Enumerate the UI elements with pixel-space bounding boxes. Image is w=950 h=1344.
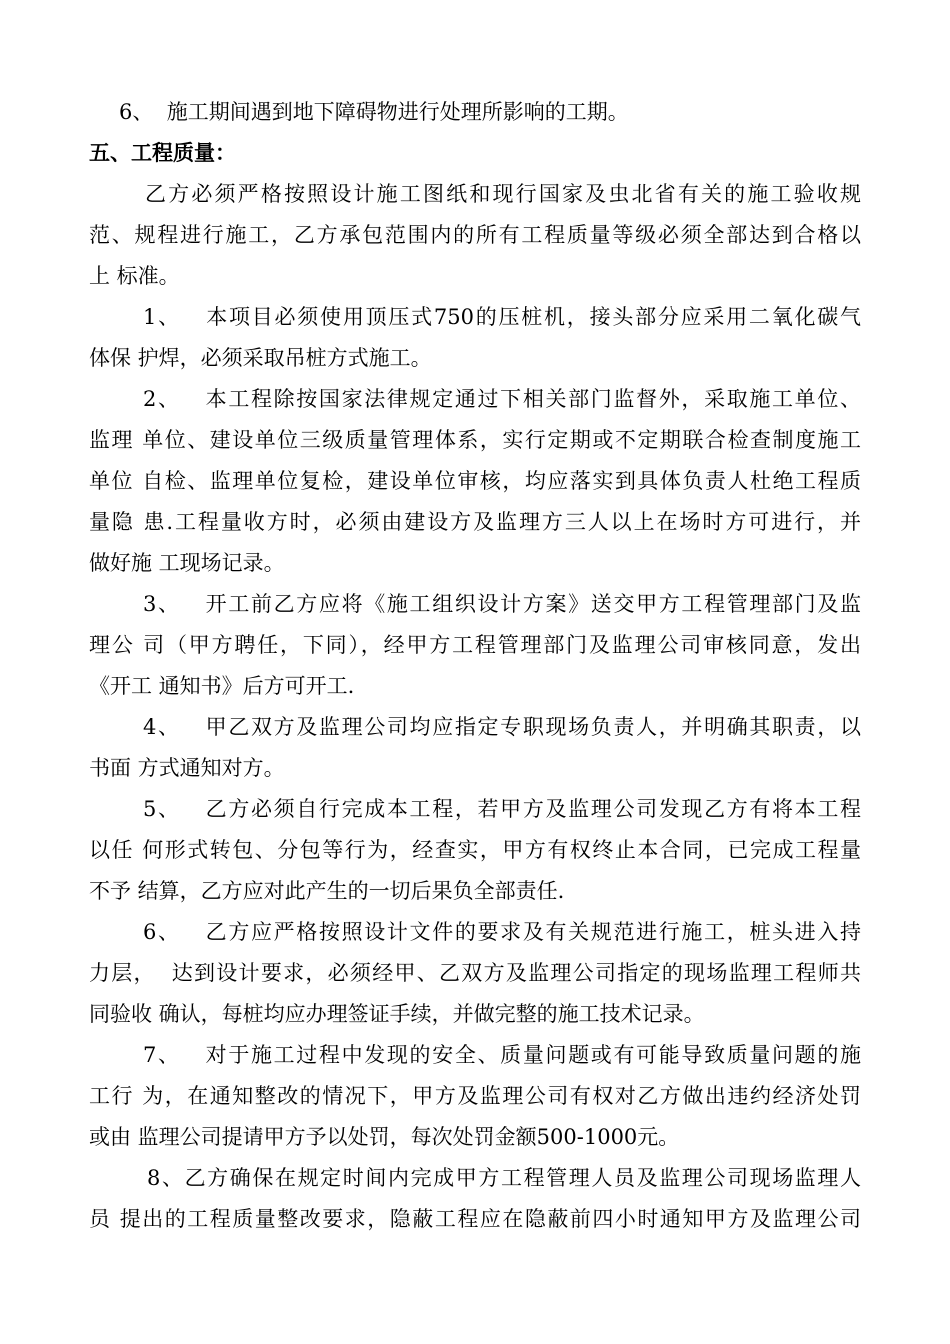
text-line: 范、规程进行施工，乙方承包范围内的所有工程质量等级必须全部达到合格以 xyxy=(89,223,861,247)
text-line: 以任 何形式转包、分包等行为，经查实，甲方有权终止本合同，已完成工程量 xyxy=(89,838,861,862)
text-line: 上 标准。 xyxy=(89,264,180,288)
text-line: 书面 方式通知对方。 xyxy=(89,756,285,780)
text-line: 不予 结算，乙方应对此产生的一切后果负全部责任. xyxy=(89,879,565,903)
section-heading: 五、工程质量： xyxy=(89,141,236,165)
text-line: 员 提出的工程质量整改要求，隐蔽工程应在隐蔽前四小时通知甲方及监理公司 xyxy=(89,1207,861,1231)
text-line: 乙方必须严格按照设计施工图纸和现行国家及虫北省有关的施工验收规 xyxy=(145,182,861,206)
text-line: 单位 自检、监理单位复检，建设单位审核，均应落实到具体负责人杜绝工程质 xyxy=(89,469,861,493)
text-line: 同验收 确认，每桩均应办理签证手续，并做完整的施工技术记录。 xyxy=(89,1002,705,1026)
text-line: 4、 甲乙双方及监理公司均应指定专职现场负责人，并明确其职责，以 xyxy=(143,715,861,739)
text-line: 7、 对于施工过程中发现的安全、质量问题或有可能导致质量问题的施 xyxy=(143,1043,861,1067)
text-line: 做好施 工现场记录。 xyxy=(89,551,285,575)
text-line: 8、乙方确保在规定时间内完成甲方工程管理人员及监理公司现场监理人 xyxy=(147,1166,861,1190)
text-line: 2、 本工程除按国家法律规定通过下相关部门监督外，采取施工单位、 xyxy=(143,387,861,411)
document-page xyxy=(89,92,861,1240)
text-line: 《开工 通知书》后方可开工. xyxy=(89,674,355,698)
text-line: 1、 本项目必须使用顶压式750的压桩机，接头部分应采用二氧化碳气 xyxy=(143,305,861,329)
text-line: 工行 为，在通知整改的情况下，甲方及监理公司有权对乙方做出违约经济处罚 xyxy=(89,1084,861,1108)
text-line: 5、 乙方必须自行完成本工程，若甲方及监理公司发现乙方有将本工程 xyxy=(143,797,861,821)
text-line: 6、 施工期间遇到地下障碍物进行处理所影响的工期。 xyxy=(119,100,629,124)
text-line: 力层， 达到设计要求，必须经甲、乙双方及监理公司指定的现场监理工程师共 xyxy=(89,961,861,985)
text-line: 6、 乙方应严格按照设计文件的要求及有关规范进行施工，桩头进入持 xyxy=(143,920,861,944)
text-line: 3、 开工前乙方应将《施工组织设计方案》送交甲方工程管理部门及监 xyxy=(143,592,861,616)
text-line: 监理 单位、建设单位三级质量管理体系，实行定期或不定期联合检查制度施工 xyxy=(89,428,861,452)
text-line: 体保 护焊，必须采取吊桩方式施工。 xyxy=(89,346,432,370)
text-line: 理公 司（甲方聘任，下同），经甲方工程管理部门及监理公司审核同意，发出 xyxy=(89,633,861,657)
text-line: 量隐 患.工程量收方时，必须由建设方及监理方三人以上在场时方可进行，并 xyxy=(89,510,861,534)
text-line: 或由 监理公司提请甲方予以处罚，每次处罚金额500-1000元。 xyxy=(89,1125,680,1149)
